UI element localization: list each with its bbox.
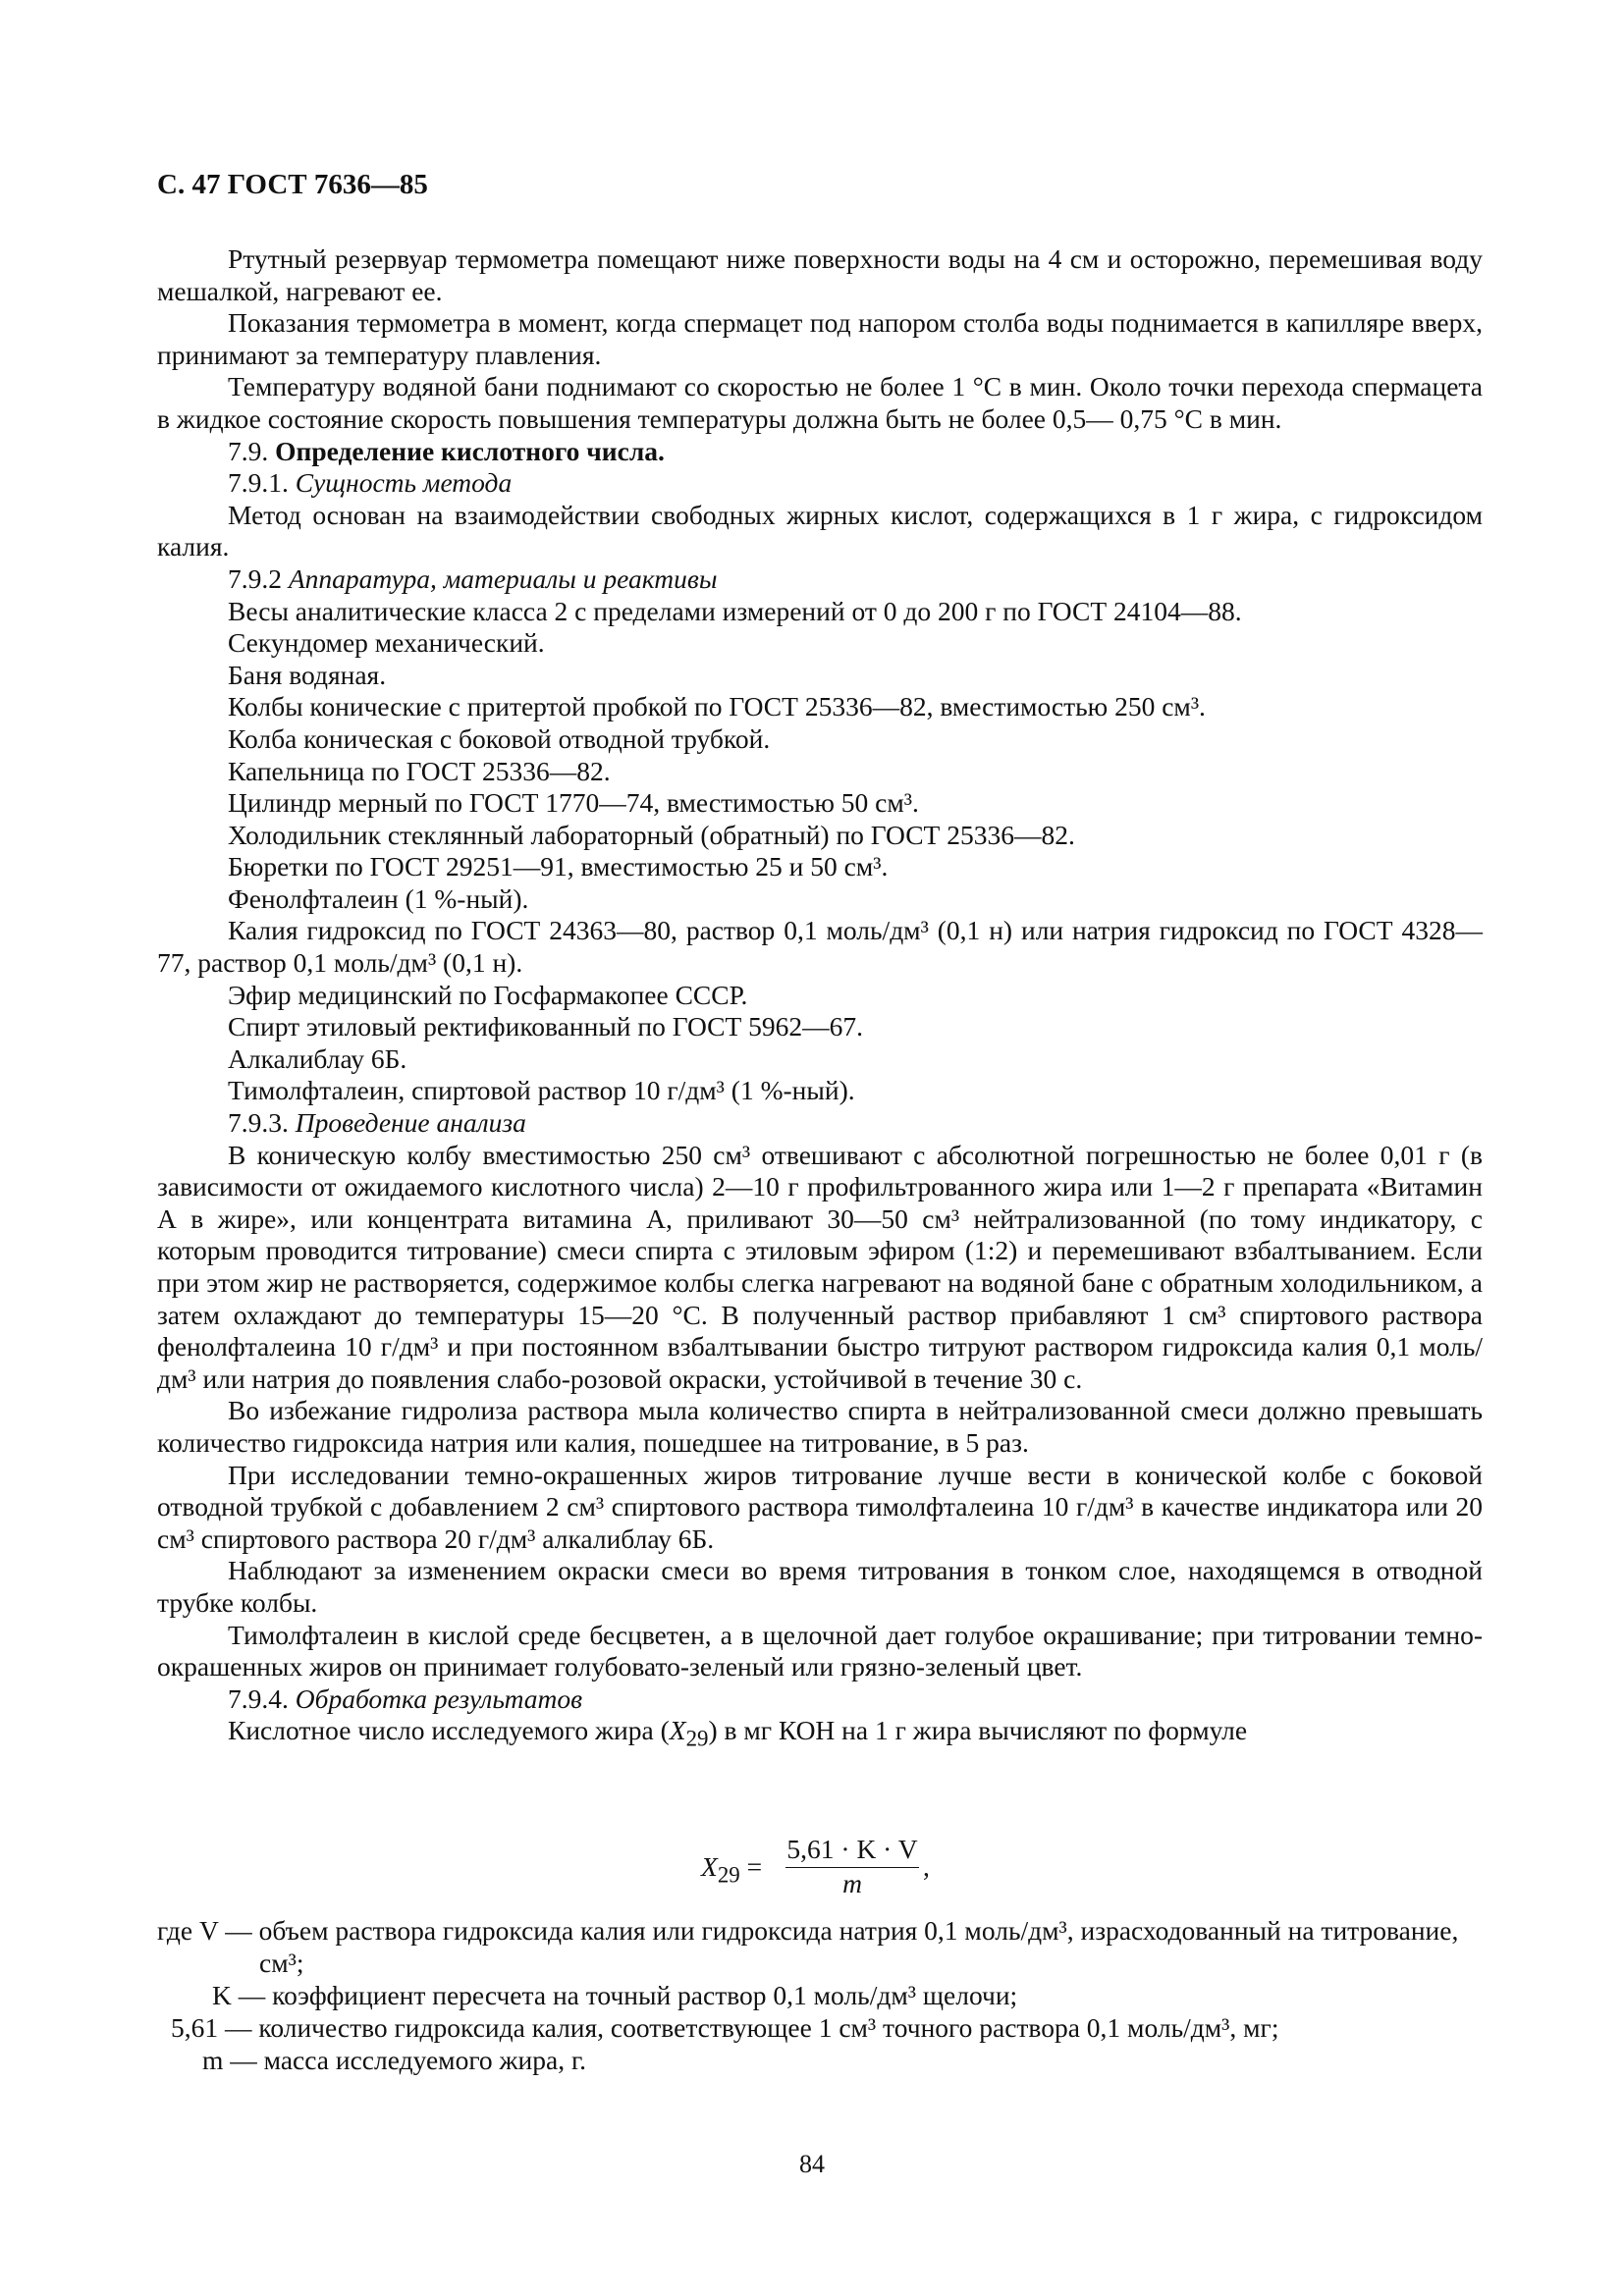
list-item: Колба коническая с боковой отводной трубкой. xyxy=(228,722,771,754)
paragraph: Наблюдают за изменением окраски смеси во время титрования в тонком слое, находящемся в отводной трубке колбы. xyxy=(157,1555,1483,1618)
list-item: Колбы конические с притертой пробкой по ГОСТ 25336—82, вместимостью 250 см³. xyxy=(228,691,1206,722)
definition-row: K — коэффициент пересчета на точный раствор 0,1 моль/дм³ щелочи; xyxy=(212,1980,1018,2010)
list-item: Секундомер механический. xyxy=(228,627,545,659)
list-item: Холодильник стеклянный лабораторный (обратный) по ГОСТ 25336—82. xyxy=(228,819,1075,850)
list-item: Цилиндр мерный по ГОСТ 1770—74, вместимостью 50 см³. xyxy=(228,787,919,819)
formula-definitions xyxy=(157,1914,1483,2076)
formula-comma: , xyxy=(923,1851,930,1882)
section-heading-7-9-4: 7.9.4. Обработка результатов xyxy=(228,1682,583,1714)
section-heading-7-9-2: 7.9.2 Аппаратура, материалы и реактивы xyxy=(228,562,718,594)
acid-number-formula xyxy=(701,1834,956,1902)
section-heading-7-9-3: 7.9.3. Проведение анализа xyxy=(228,1107,526,1139)
formula-lhs: $X_{29}$ = xyxy=(701,1851,763,1888)
list-item: Эфир медицинский по Госфармакопее СССР. xyxy=(228,979,748,1010)
paragraph: При исследовании темно-окрашенных жиров титрование лучше вести в конической колбе с боковой отводной трубкой с добавлением 2 см³ спиртового раствора тимолфталеина 10 г/дм³ в качестве индикатора или 20 см³ спиртового раствора 20 г/дм³ алкалиблау 6Б. xyxy=(157,1459,1483,1554)
document-body xyxy=(157,243,1483,1755)
paragraph: Во избежание гидролиза раствора мыла количество спирта в нейтрализованной смеси должно превышать количество гидроксида натрия или калия, пошедшее на титрование, в 5 раз. xyxy=(157,1395,1483,1458)
formula-denominator: m xyxy=(842,1868,862,1898)
list-item: Фенолфталеин (1 %-ный). xyxy=(228,882,529,914)
paragraph: Ртутный резервуар термометра помещают ниже поверхности воды на 4 см и осторожно, перемешивая воду мешалкой, нагревают ее. xyxy=(157,243,1483,306)
page-header: С. 47 ГОСТ 7636—85 xyxy=(157,169,428,200)
list-item: Спирт этиловый ректификованный по ГОСТ 5962—67. xyxy=(228,1011,864,1042)
section-heading-7-9: 7.9. Определение кислотного числа. xyxy=(228,435,665,466)
definition-row: m — масса исследуемого жира, г. xyxy=(202,2045,587,2075)
paragraph: Кислотное число исследуемого жира $(X_{29})$ в мг КОН на 1 г жира вычисляют по формуле xyxy=(228,1715,1248,1751)
formula-numerator: 5,61 · K · V xyxy=(785,1834,919,1868)
page-number: 84 xyxy=(799,2150,825,2178)
paragraph: Метод основан на взаимодействии свободных жирных кислот, содержащихся в 1 г жира, с гидроксидом калия. xyxy=(157,499,1483,562)
list-item: Бюретки по ГОСТ 29251—91, вместимостью 25 и 50 см³. xyxy=(228,851,889,882)
list-item: Тимолфталеин, спиртовой раствор 10 г/дм³ (1 %-ный). xyxy=(228,1075,855,1106)
definition-row: 5,61 — количество гидроксида калия, соответствующее 1 см³ точного раствора 0,1 моль/дм³, мг; xyxy=(171,2012,1279,2043)
section-heading-7-9-1: 7.9.1. Сущность метода xyxy=(228,467,513,499)
paragraph: В коническую колбу вместимостью 250 см³ отвешивают с абсолютной погрешностью не более 0,01 г (в зависимости от ожидаемого кислотного числа) 2—10 г профильтрованного жира или 1—2 г препарата «Витамин А в жире», или концентрата витамина А, приливают 30—50 см³ нейтрализованной (по тому индикатору, с которым проводится титрование) смеси спирта с этиловым эфиром (1:2) и перемешивают взбалтыванием. Если при этом жир не растворяется, содержимое колбы слегка нагревают на водяной бане с обратным холодильником, а затем охлаждают до температуры 15—20 °С. В полученный раствор прибавляют 1 см³ спиртового раствора фенолфталеина 10 г/дм³ и при постоянном взбалтывании быстро титруют раствором гидроксида калия 0,1 моль/дм³ или натрия до появления слабо-розовой окраски, устойчивой в течение 30 с. xyxy=(157,1139,1483,1394)
paragraph: Показания термометра в момент, когда спермацет под напором столба воды поднимается в капилляре вверх, принимают за температуру плавления. xyxy=(157,307,1483,370)
list-item: Весы аналитические класса 2 с пределами измерений от 0 до 200 г по ГОСТ 24104—88. xyxy=(228,595,1242,626)
list-item: Капельница по ГОСТ 25336—82. xyxy=(228,755,611,786)
paragraph: Калия гидроксид по ГОСТ 24363—80, раствор 0,1 моль/дм³ (0,1 н) или натрия гидроксид по ГОСТ 4328—77, раствор 0,1 моль/дм³ (0,1 н). xyxy=(157,915,1483,979)
list-item: Алкалиблау 6Б. xyxy=(228,1042,407,1074)
formula-fraction xyxy=(785,1834,919,1899)
paragraph: Тимолфталеин в кислой среде бесцветен, а в щелочной дает голубое окрашивание; при титровании темно-окрашенных жиров он принимает голубовато-зеленый или грязно-зеленый цвет. xyxy=(157,1619,1483,1682)
definition-row: где V — объем раствора гидроксида калия или гидроксида натрия 0,1 моль/дм³, израсходованный на титрование, см³; xyxy=(157,1915,1459,1978)
paragraph: Температуру водяной бани поднимают со скоростью не более 1 °С в мин. Около точки перехода спермацета в жидкое состояние скорость повышения температуры должна быть не более 0,5— 0,75 °С в мин. xyxy=(157,371,1483,434)
list-item: Баня водяная. xyxy=(228,659,387,690)
